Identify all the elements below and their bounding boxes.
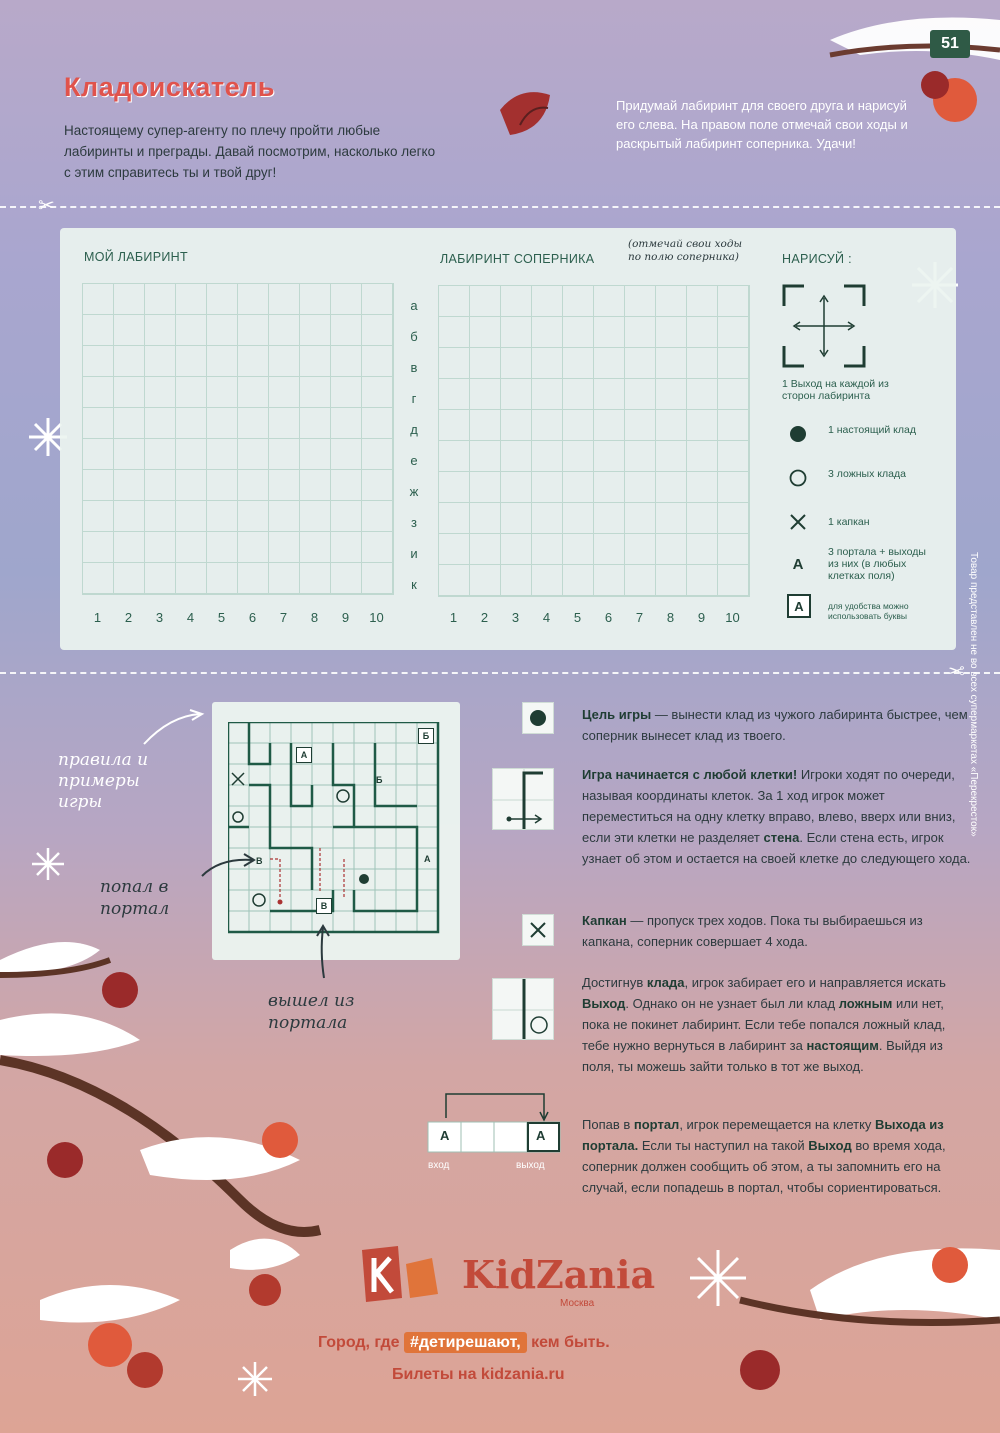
grid-cell[interactable] — [718, 441, 749, 472]
example-portal-v: В — [256, 856, 263, 866]
grid-cell[interactable] — [145, 284, 176, 315]
grid-cell[interactable] — [687, 472, 718, 503]
grid-cell[interactable] — [687, 441, 718, 472]
grid-cell[interactable] — [83, 563, 114, 594]
my-maze-numbers — [82, 610, 392, 625]
grid-cell[interactable] — [207, 501, 238, 532]
grid-cell[interactable] — [532, 503, 563, 534]
grid-cell[interactable] — [501, 286, 532, 317]
grid-cell[interactable] — [718, 410, 749, 441]
page-title: Кладоискатель — [64, 72, 275, 102]
grid-cell[interactable] — [300, 501, 331, 532]
grid-cell[interactable] — [532, 441, 563, 472]
column-number: 7 — [279, 610, 288, 625]
row-letters — [404, 290, 424, 600]
grid-cell[interactable] — [176, 563, 207, 594]
grid-cell[interactable] — [207, 408, 238, 439]
grid-cell[interactable] — [300, 470, 331, 501]
side-disclaimer: Товар представлен не во всех супермаркетах «Перекресток» — [968, 552, 979, 837]
column-number: 9 — [341, 610, 350, 625]
grid-cell[interactable] — [331, 346, 362, 377]
legend-exit: 1 Выход на каждой из сторон лабиринта — [782, 378, 889, 402]
exit-diagram-icon — [782, 284, 866, 368]
grid-cell[interactable] — [176, 377, 207, 408]
grid-cell[interactable] — [300, 563, 331, 594]
grid-cell[interactable] — [114, 408, 145, 439]
grid-cell[interactable] — [656, 317, 687, 348]
grid-cell[interactable] — [718, 317, 749, 348]
example-maze — [228, 722, 444, 938]
grid-cell[interactable] — [114, 346, 145, 377]
grid-cell[interactable] — [362, 346, 393, 377]
snowflake-icon — [690, 1250, 746, 1306]
snowflake-icon — [32, 848, 64, 880]
example-portal-b-exit: Б — [376, 775, 383, 785]
grid-cell[interactable] — [625, 348, 656, 379]
trap-icon — [786, 510, 810, 534]
grid-cell[interactable] — [269, 532, 300, 563]
rival-note: (отмечай свои ходы по полю соперника) — [628, 238, 743, 263]
grid-cell[interactable] — [114, 377, 145, 408]
grid-cell[interactable] — [594, 534, 625, 565]
kidzania-logo-icon — [358, 1244, 448, 1304]
grid-cell[interactable] — [594, 348, 625, 379]
grid-cell[interactable] — [145, 315, 176, 346]
grid-cell[interactable] — [238, 501, 269, 532]
column-number: 9 — [697, 610, 706, 625]
grid-cell[interactable] — [687, 286, 718, 317]
my-maze-grid[interactable] — [82, 283, 394, 595]
grid-cell[interactable] — [331, 408, 362, 439]
rival-maze-grid[interactable] — [438, 285, 750, 597]
legend-portal-note: для удобства можно использовать буквы — [828, 601, 909, 621]
instructions-text: Придумай лабиринт для своего друга и нарисуй его слева. На правом поле отмечай свои ходы и раскрытый лабиринт соперника. Удачи! — [616, 98, 908, 151]
grid-cell[interactable] — [331, 470, 362, 501]
column-number: 8 — [310, 610, 319, 625]
column-number: 7 — [635, 610, 644, 625]
grid-cell[interactable] — [145, 501, 176, 532]
grid-cell[interactable] — [362, 501, 393, 532]
grid-cell[interactable] — [362, 377, 393, 408]
grid-cell[interactable] — [439, 503, 470, 534]
grid-cell[interactable] — [625, 286, 656, 317]
grid-cell[interactable] — [625, 317, 656, 348]
grid-cell[interactable] — [687, 534, 718, 565]
brand-name: KidZania — [462, 1252, 656, 1297]
rival-maze-label: ЛАБИРИНТ СОПЕРНИКА — [440, 252, 595, 266]
grid-cell[interactable] — [207, 470, 238, 501]
grid-cell[interactable] — [687, 410, 718, 441]
column-number: 2 — [480, 610, 489, 625]
grid-cell[interactable] — [238, 563, 269, 594]
legend-fake: 3 ложных клада — [828, 468, 906, 480]
example-portal-v-exit: В — [316, 898, 332, 914]
rule-portal: Попав в портал, игрок перемещается на клетку Выхода из портала. Если ты наступил на такой Выход во время хода, соперник должен сообщить об этом, а ты запомнить его на случай, если попадешь в портал, чтобы сориентироваться. — [582, 1117, 946, 1195]
column-number: 3 — [511, 610, 520, 625]
grid-cell[interactable] — [331, 532, 362, 563]
my-maze-label: МОЙ ЛАБИРИНТ — [84, 250, 188, 264]
grid-cell[interactable] — [532, 348, 563, 379]
grid-cell[interactable] — [269, 470, 300, 501]
column-number: 10 — [369, 610, 384, 625]
grid-cell[interactable] — [269, 563, 300, 594]
grid-cell[interactable] — [687, 317, 718, 348]
grid-cell[interactable] — [207, 532, 238, 563]
grid-cell[interactable] — [269, 439, 300, 470]
row-letter: в — [410, 360, 418, 375]
grid-cell[interactable] — [501, 534, 532, 565]
real-treasure-icon — [786, 422, 810, 446]
grid-cell[interactable] — [362, 439, 393, 470]
grid-cell[interactable] — [331, 284, 362, 315]
grid-cell[interactable] — [176, 315, 207, 346]
grid-cell[interactable] — [145, 408, 176, 439]
grid-cell[interactable] — [207, 377, 238, 408]
grid-cell[interactable] — [83, 377, 114, 408]
grid-cell[interactable] — [656, 379, 687, 410]
grid-cell[interactable] — [439, 348, 470, 379]
grid-cell[interactable] — [563, 441, 594, 472]
portal-rule-icon — [426, 1090, 566, 1154]
grid-cell[interactable] — [439, 410, 470, 441]
grid-cell[interactable] — [656, 503, 687, 534]
grid-cell[interactable] — [300, 284, 331, 315]
rule-treasure: Достигнув клада, игрок забирает его и направляется искать Выход. Однако он не узнает был ли клад ложным или нет, пока не покинет лабиринт. Если тебе попался ложный клад, тебе нужно вернуться в лабиринт за настоящим. Выйдя из поля, ты можешь зайти только в тот же выход. — [582, 975, 946, 1074]
grid-cell[interactable] — [563, 503, 594, 534]
grid-cell[interactable] — [300, 346, 331, 377]
grid-cell[interactable] — [269, 284, 300, 315]
grid-cell[interactable] — [238, 408, 269, 439]
rule-trap: Капкан — пропуск трех ходов. Пока ты выбираешься из капкана, соперник совершает 4 хода. — [582, 913, 923, 949]
grid-cell[interactable] — [501, 441, 532, 472]
grid-cell[interactable] — [563, 348, 594, 379]
column-number: 4 — [186, 610, 195, 625]
row-letter: з — [411, 515, 417, 530]
grid-cell[interactable] — [470, 534, 501, 565]
grid-cell[interactable] — [470, 503, 501, 534]
grid-cell[interactable] — [176, 439, 207, 470]
grid-cell[interactable] — [563, 317, 594, 348]
treasure-rule-icon — [492, 978, 554, 1040]
grid-cell[interactable] — [470, 379, 501, 410]
grid-cell[interactable] — [501, 472, 532, 503]
grid-cell[interactable] — [501, 379, 532, 410]
legend-real: 1 настоящий клад — [828, 424, 916, 436]
row-letter: к — [411, 577, 417, 592]
move-rule-icon — [492, 768, 554, 830]
page-number: 51 — [930, 30, 970, 58]
portal-entry-letter: А — [440, 1128, 450, 1143]
column-number: 6 — [604, 610, 613, 625]
rival-maze-numbers — [438, 610, 748, 625]
grid-cell[interactable] — [114, 284, 145, 315]
grid-cell[interactable] — [501, 348, 532, 379]
arrow-icon — [140, 708, 210, 748]
grid-cell[interactable] — [300, 315, 331, 346]
cut-line — [0, 206, 1000, 208]
draw-label: НАРИСУЙ : — [782, 252, 852, 266]
example-portal-a: А — [296, 747, 312, 763]
grid-cell[interactable] — [718, 379, 749, 410]
grid-cell[interactable] — [656, 441, 687, 472]
grid-cell[interactable] — [439, 534, 470, 565]
grid-cell[interactable] — [625, 379, 656, 410]
grid-cell[interactable] — [362, 315, 393, 346]
grid-cell[interactable] — [594, 503, 625, 534]
grid-cell[interactable] — [532, 565, 563, 596]
grid-cell[interactable] — [145, 532, 176, 563]
trap-icon — [522, 914, 554, 946]
portal-exit-letter: А — [536, 1128, 546, 1143]
grid-cell[interactable] — [594, 286, 625, 317]
grid-cell[interactable] — [532, 317, 563, 348]
grid-cell[interactable] — [176, 501, 207, 532]
row-letter: и — [410, 546, 418, 561]
grid-cell[interactable] — [145, 439, 176, 470]
rule-goal: Цель игры — вынести клад из чужого лабиринта быстрее, чем соперник вынесет клад из твоего. — [582, 707, 968, 743]
grid-cell[interactable] — [718, 503, 749, 534]
grid-cell[interactable] — [362, 563, 393, 594]
grid-cell[interactable] — [594, 441, 625, 472]
grid-cell[interactable] — [687, 348, 718, 379]
grid-cell[interactable] — [269, 377, 300, 408]
grid-cell[interactable] — [331, 501, 362, 532]
scissors-icon: ✂ — [38, 195, 55, 217]
grid-cell[interactable] — [563, 379, 594, 410]
grid-cell[interactable] — [501, 565, 532, 596]
grid-cell[interactable] — [532, 472, 563, 503]
grid-cell[interactable] — [470, 286, 501, 317]
grid-cell[interactable] — [269, 501, 300, 532]
grid-cell[interactable] — [656, 534, 687, 565]
grid-cell[interactable] — [625, 441, 656, 472]
scissors-icon: ✂ — [948, 661, 965, 683]
row-letter: б — [410, 329, 418, 344]
grid-cell[interactable] — [238, 315, 269, 346]
grid-cell[interactable] — [439, 441, 470, 472]
grid-cell[interactable] — [362, 532, 393, 563]
column-number: 1 — [93, 610, 102, 625]
grid-cell[interactable] — [83, 470, 114, 501]
portal-entry-label: вход — [428, 1160, 450, 1171]
snowflake-icon — [238, 1362, 272, 1396]
grid-cell[interactable] — [687, 565, 718, 596]
rule-start: Игра начинается с любой клетки! Игроки ходят по очереди, называя координаты клеток. За 1 ход игрок может переместиться на одну клетку вправо, влево, вверх или вниз, если эти клетки не разделяет стена. Если стена есть, игрок узнает об этом и остается на своей клетке до следующего хода. — [582, 767, 971, 866]
note-rules: правила и примеры игры — [58, 750, 149, 812]
grid-cell[interactable] — [145, 470, 176, 501]
intro-text: Настоящему супер-агенту по плечу пройти любые лабиринты и преграды. Давай посмотрим, насколько легко с этим справитесь ты и твой друг! — [64, 123, 436, 180]
grid-cell[interactable] — [687, 379, 718, 410]
grid-cell[interactable] — [238, 439, 269, 470]
grid-cell[interactable] — [114, 501, 145, 532]
grid-cell[interactable] — [145, 377, 176, 408]
grid-cell[interactable] — [470, 472, 501, 503]
grid-cell[interactable] — [594, 565, 625, 596]
grid-cell[interactable] — [625, 472, 656, 503]
grid-cell[interactable] — [83, 284, 114, 315]
column-number: 4 — [542, 610, 551, 625]
grid-cell[interactable] — [656, 472, 687, 503]
grid-cell[interactable] — [563, 565, 594, 596]
grid-cell[interactable] — [625, 410, 656, 441]
cut-line — [0, 672, 1000, 674]
grid-cell[interactable] — [718, 286, 749, 317]
grid-cell[interactable] — [269, 315, 300, 346]
grid-cell[interactable] — [114, 315, 145, 346]
grid-cell[interactable] — [331, 315, 362, 346]
grid-cell[interactable] — [470, 565, 501, 596]
grid-cell[interactable] — [501, 503, 532, 534]
grid-cell[interactable] — [563, 410, 594, 441]
grid-cell[interactable] — [594, 379, 625, 410]
ad-tickets-link[interactable]: Билеты на kidzania.ru — [392, 1366, 565, 1383]
arrow-icon — [200, 850, 260, 880]
grid-cell[interactable] — [439, 379, 470, 410]
row-letter: д — [410, 422, 418, 437]
grid-cell[interactable] — [501, 410, 532, 441]
grid-cell[interactable] — [269, 408, 300, 439]
grid-cell[interactable] — [362, 470, 393, 501]
grid-cell[interactable] — [656, 565, 687, 596]
grid-cell[interactable] — [176, 532, 207, 563]
legend-portal: 3 портала + выходы из них (в любых клетках поля) — [828, 546, 926, 582]
grid-cell[interactable] — [114, 470, 145, 501]
portal-letter-icon: А — [792, 555, 804, 573]
grid-cell[interactable] — [238, 377, 269, 408]
grid-cell[interactable] — [594, 410, 625, 441]
grid-cell[interactable] — [331, 563, 362, 594]
grid-cell[interactable] — [532, 534, 563, 565]
grid-cell[interactable] — [625, 534, 656, 565]
grid-cell[interactable] — [439, 472, 470, 503]
grid-cell[interactable] — [207, 315, 238, 346]
grid-cell[interactable] — [532, 286, 563, 317]
grid-cell[interactable] — [625, 565, 656, 596]
grid-cell[interactable] — [656, 410, 687, 441]
ad-slogan: Город, где #детирешают, кем быть. — [318, 1334, 610, 1351]
grid-cell[interactable] — [594, 317, 625, 348]
legend-trap: 1 капкан — [828, 516, 870, 528]
grid-cell[interactable] — [470, 441, 501, 472]
grid-cell[interactable] — [83, 532, 114, 563]
column-number: 5 — [573, 610, 582, 625]
row-letter: а — [410, 298, 418, 313]
grid-cell[interactable] — [718, 472, 749, 503]
game-board — [60, 228, 956, 650]
grid-cell[interactable] — [176, 408, 207, 439]
grid-cell[interactable] — [207, 439, 238, 470]
grid-cell[interactable] — [83, 408, 114, 439]
grid-cell[interactable] — [238, 346, 269, 377]
grid-cell[interactable] — [687, 503, 718, 534]
grid-cell[interactable] — [83, 439, 114, 470]
column-number: 1 — [449, 610, 458, 625]
grid-cell[interactable] — [145, 346, 176, 377]
column-number: 2 — [124, 610, 133, 625]
grid-cell[interactable] — [83, 501, 114, 532]
grid-cell[interactable] — [207, 346, 238, 377]
grid-cell[interactable] — [718, 534, 749, 565]
fake-treasure-icon — [786, 466, 810, 490]
example-portal-a-exit: А — [424, 854, 431, 864]
row-letter: г — [411, 391, 417, 406]
grid-cell[interactable] — [331, 377, 362, 408]
grid-cell[interactable] — [563, 286, 594, 317]
grid-cell[interactable] — [470, 348, 501, 379]
grid-cell[interactable] — [439, 286, 470, 317]
grid-cell[interactable] — [300, 408, 331, 439]
grid-cell[interactable] — [176, 470, 207, 501]
grid-cell[interactable] — [145, 563, 176, 594]
row-letter: ж — [409, 484, 419, 499]
grid-cell[interactable] — [238, 284, 269, 315]
column-number: 10 — [725, 610, 740, 625]
column-number: 5 — [217, 610, 226, 625]
note-portal-in: попал в портал — [100, 877, 170, 919]
grid-cell[interactable] — [656, 348, 687, 379]
grid-cell[interactable] — [114, 563, 145, 594]
column-number: 6 — [248, 610, 257, 625]
grid-cell[interactable] — [439, 317, 470, 348]
grid-cell[interactable] — [238, 470, 269, 501]
grid-cell[interactable] — [470, 410, 501, 441]
grid-cell[interactable] — [207, 563, 238, 594]
grid-cell[interactable] — [718, 348, 749, 379]
grid-cell[interactable] — [83, 315, 114, 346]
portal-exit-icon: А — [787, 594, 811, 618]
grid-cell[interactable] — [656, 286, 687, 317]
grid-cell[interactable] — [362, 284, 393, 315]
grid-cell[interactable] — [207, 284, 238, 315]
grid-cell[interactable] — [300, 439, 331, 470]
grid-cell[interactable] — [176, 284, 207, 315]
grid-cell[interactable] — [331, 439, 362, 470]
grid-cell[interactable] — [594, 472, 625, 503]
grid-cell[interactable] — [114, 532, 145, 563]
grid-cell[interactable] — [300, 532, 331, 563]
grid-cell[interactable] — [300, 377, 331, 408]
grid-cell[interactable] — [114, 439, 145, 470]
grid-cell[interactable] — [532, 410, 563, 441]
grid-cell[interactable] — [83, 346, 114, 377]
goal-icon — [522, 702, 554, 734]
brand-city: Москва — [560, 1298, 595, 1309]
grid-cell[interactable] — [176, 346, 207, 377]
grid-cell[interactable] — [625, 503, 656, 534]
arrow-icon — [308, 922, 338, 982]
grid-cell[interactable] — [269, 346, 300, 377]
grid-cell[interactable] — [501, 317, 532, 348]
grid-cell[interactable] — [362, 408, 393, 439]
grid-cell[interactable] — [470, 317, 501, 348]
column-number: 3 — [155, 610, 164, 625]
column-number: 8 — [666, 610, 675, 625]
note-portal-out: вышел из портала — [268, 991, 355, 1033]
portal-exit-label: выход — [516, 1160, 545, 1171]
example-portal-b: Б — [418, 728, 434, 744]
grid-cell[interactable] — [563, 534, 594, 565]
row-letter: е — [410, 453, 418, 468]
grid-cell[interactable] — [238, 532, 269, 563]
grid-cell[interactable] — [563, 472, 594, 503]
grid-cell[interactable] — [439, 565, 470, 596]
grid-cell[interactable] — [532, 379, 563, 410]
grid-cell[interactable] — [718, 565, 749, 596]
